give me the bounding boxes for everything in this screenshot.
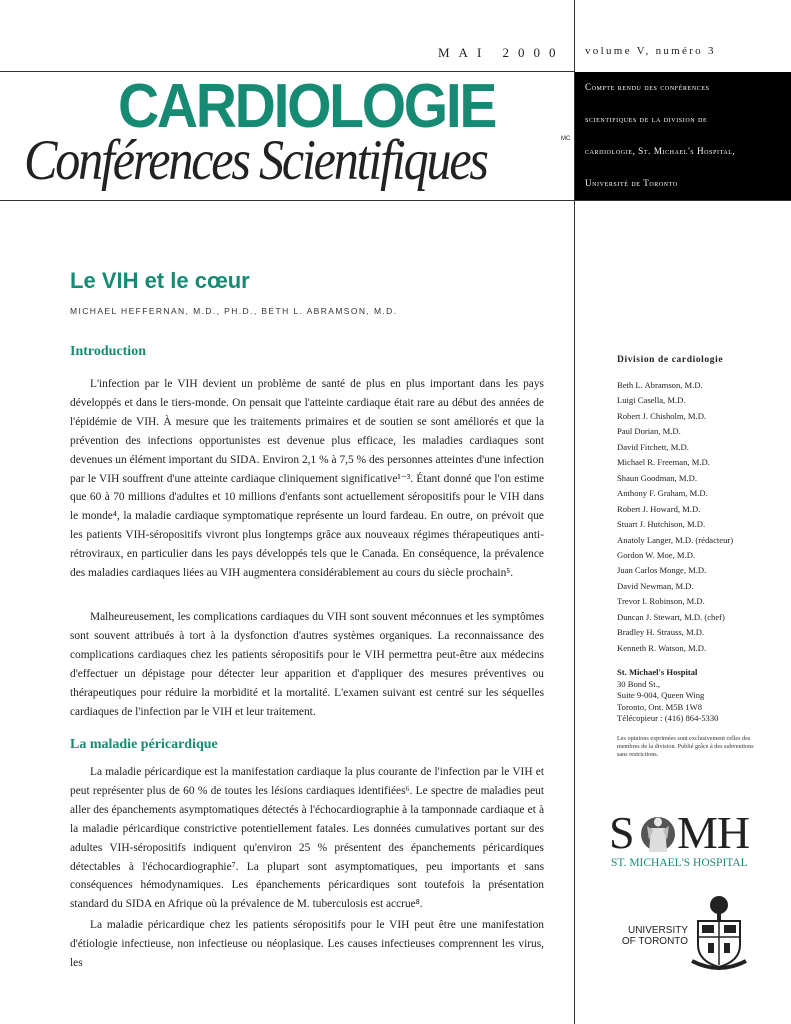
uoft-crest-icon [690, 893, 748, 973]
uoft-line2: OF TORONTO [621, 936, 688, 947]
division-title: Division de cardiologie [617, 355, 724, 365]
uoft-logo [620, 893, 760, 973]
list-item: Trevor I. Robinson, M.D. [617, 596, 705, 607]
masthead-description-box [575, 72, 791, 200]
issue-date: MAI 2000 [438, 45, 565, 60]
angel-icon [639, 812, 677, 856]
smh-name: ST. MICHAEL'S HOSPITAL [611, 857, 748, 869]
uoft-wordmark [620, 925, 688, 947]
list-item: Michael R. Freeman, M.D. [617, 457, 710, 468]
fax-line: Télécopieur : (416) 864-5330 [617, 713, 719, 723]
list-item: Kenneth R. Watson, M.D. [617, 642, 707, 653]
list-item: Bradley H. Strauss, M.D. [617, 627, 705, 638]
hospital-name: St. Michael's Hospital [617, 667, 698, 677]
box-line: Compte rendu des conférences [585, 82, 710, 92]
list-item: Anatoly Langer, M.D. (rédacteur) [617, 534, 734, 545]
list-item: Juan Carlos Monge, M.D. [617, 565, 707, 576]
list-item: Beth L. Abramson, M.D. [617, 380, 703, 390]
masthead-bottom-rule [0, 200, 791, 201]
address-line: Suite 9-004, Queen Wing [617, 690, 705, 700]
list-item: David Newman, M.D. [617, 580, 694, 591]
smh-letters-mh: MH [677, 807, 750, 858]
box-line: Université de Toronto [585, 178, 678, 188]
section-heading: La maladie péricardique [70, 737, 218, 752]
list-item: David Fitchett, M.D. [617, 441, 689, 452]
list-item: Paul Dorian, M.D. [617, 426, 681, 437]
list-item: Luigi Casella, M.D. [617, 395, 686, 406]
address-line: 30 Bond St., [617, 678, 660, 689]
list-item: Gordon W. Moe, M.D. [617, 549, 696, 560]
uoft-line1: UNIVERSITY [627, 925, 688, 936]
paragraph: La maladie péricardique est la manifestation cardiaque la plus courante de l'infection par le VIH et peut représenter plus de 60 % de toutes les lésions cardiaques identifiées⁶. Le spectre de maladies peut aller des épanchements asymptomatiques détectés à l'échocardiographie à la tamponnade cardiaque et à la maladie péricardique constrictive potentiellement fatales. Les données cumulatives portant sur des adultes VIH-séropositifs indiquent qu'environ 25 % présentent des épanchements péricardiques détectables à l'échocardiographie⁷. La plupart sont asymptomatiques, peu importants et sans conséquences hémodynamiques. Les épanchements péricardiques sont toutefois la présentation standard du SIDA en Afrique où la prévalence de M. tuberculosis est accrue⁸. [70, 766, 544, 911]
list-item: Robert J. Howard, M.D. [617, 503, 701, 514]
list-item: Stuart J. Hutchison, M.D. [617, 519, 706, 530]
paragraph: L'infection par le VIH devient un problème de santé de plus en plus important dans les pays développés et dans le tiers-monde. On pensait que l'atteinte cardiaque était rare au début des années de l'épidémie de VIH. À mesure que les traitements primaires et de soutien se sont améliorés et que la prévention des infections opportunistes est devenue plus efficace, les maladies cardiaques sont devenues un élément important du SIDA. Environ 2,1 % à 7,5 % des personnes atteintes d'une infection par le VIH souffrent d'une atteinte cardiaque cliniquement significative¹⁻³. Étant donné que l'on estime que 60 à 70 millions d'adultes et 10 millions d'enfants sont actuellement séropositifs pour le VIH dans le monde⁴, la maladie cardiaque symptomatique représente un lourd fardeau. En outre, on prévoit que les patients VIH-séropositifs vivront plus longtemps grâce aux nouveaux régimes thérapeutiques anti-rétroviraux, en particulier dans les pays développés tels que le Canada. En conséquence, la prévalence des maladies cardiaques liées au VIH augmentera considérablement au cours du siècle prochain⁵. [70, 378, 544, 580]
journal-title-bottom: Conférences Scientifiques [24, 129, 487, 192]
trademark-mark: MC [561, 136, 571, 142]
address-line: Toronto, Ont. M5B 1W8 [617, 701, 703, 712]
journal-title-top: CARDIOLOGIE [118, 72, 496, 141]
list-item: Robert J. Chisholm, M.D. [617, 410, 707, 421]
article-authors: MICHAEL HEFFERNAN, M.D., PH.D., BETH L. ABRAMSON, M.D. [70, 306, 398, 316]
smh-letter-s: S [609, 807, 635, 858]
list-item: Duncan J. Stewart, M.D. (chef) [617, 611, 725, 622]
article-title: Le VIH et le cœur [70, 268, 250, 293]
disclaimer: Les opinions exprimées sont exclusivement celles des membres de la division. Publié grâce à des subventions sans restrictions. [617, 735, 754, 758]
paragraph: Malheureusement, les complications cardiaques du VIH sont souvent méconnues et les symptômes sont souvent attribués à tort à la dysfonction d'autres systèmes organiques. La reconnaissance des complications cardiaques chez les patients séropositifs pour le VIH permettra peut-être aux médecins d'effectuer un dépistage pour détecter leur apparition et d'appliquer des mesures préventives ou thérapeutiques pour réduire la morbidité et la mortalité. L'examen suivant est centré sur les séquelles cardiaques de l'infection par le VIH et leur traitement. [70, 611, 544, 718]
section-heading: Introduction [70, 344, 146, 359]
member-list [617, 378, 733, 656]
issue-volume: volume V, numéro 3 [585, 45, 716, 57]
box-line: cardiologie, St. Michael's Hospital, [585, 146, 736, 156]
smh-logo [609, 807, 759, 870]
box-line: scientifiques de la division de [585, 114, 708, 124]
list-item: Anthony F. Graham, M.D. [617, 488, 708, 499]
list-item: Shaun Goodman, M.D. [617, 472, 697, 483]
paragraph: La maladie péricardique chez les patients séropositifs pour le VIH peut être une manifestation d'étiologie infectieuse, non infectieuse ou néoplasique. Les causes infectieuses comprennent les virus, les [70, 919, 544, 969]
hospital-address [617, 667, 718, 725]
